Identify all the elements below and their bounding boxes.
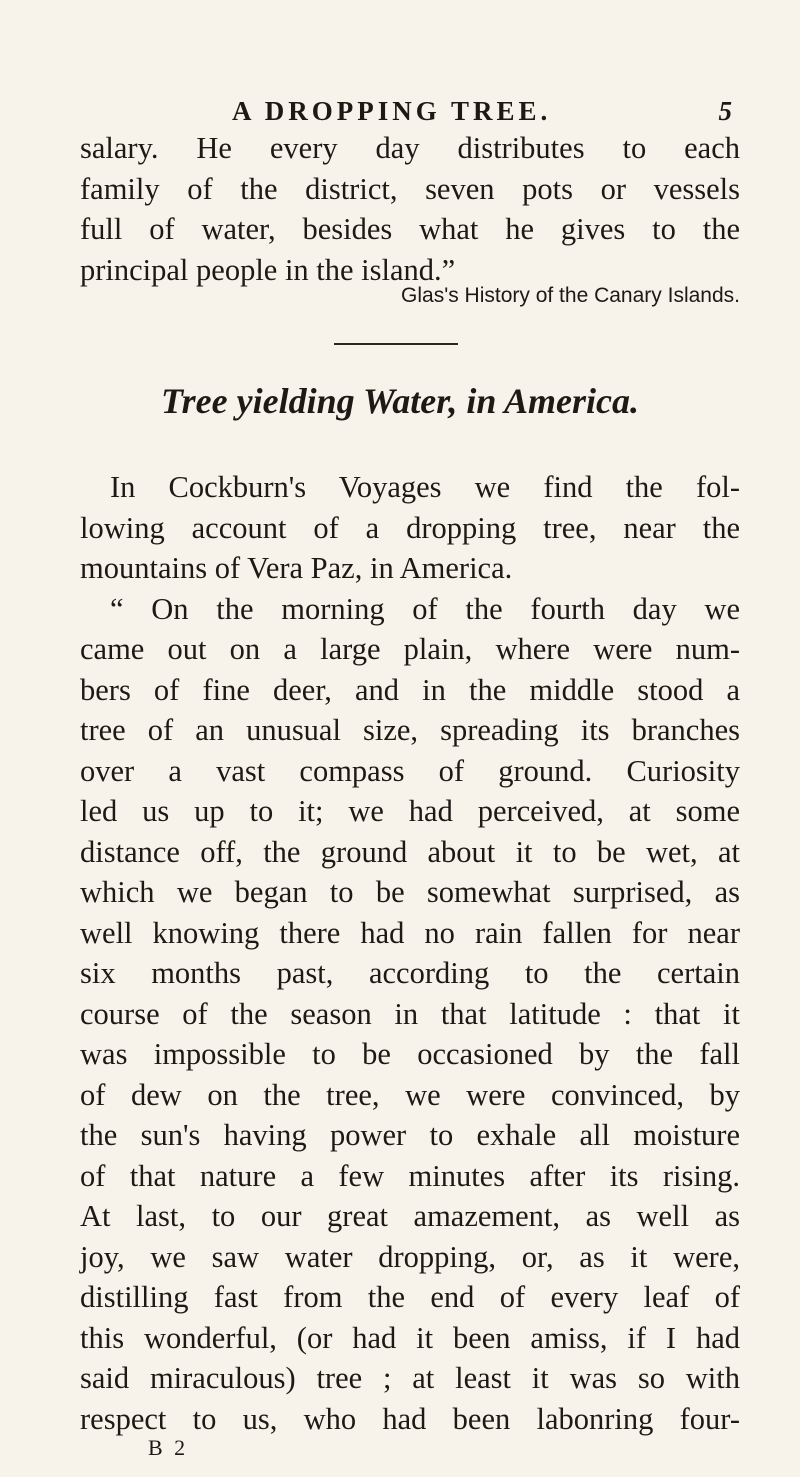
text-line: lowing account of a dropping tree, near the — [80, 510, 740, 545]
text-line: respect to us, who had been labonring four- — [80, 1401, 740, 1436]
text-line: “ On the morning of the fourth day we — [110, 591, 740, 626]
body-text — [80, 467, 740, 1439]
text-line: full of water, besides what he gives to the — [80, 212, 740, 246]
text-line: this wonderful, (or had it been amiss, if I had — [80, 1320, 740, 1355]
text-line: tree of an unusual size, spreading its branches — [80, 713, 740, 747]
top-paragraph — [80, 128, 740, 290]
text-line: was impossible to be occasioned by the fall — [80, 1037, 740, 1071]
text-line: At last, to our great amazement, as well as — [80, 1199, 740, 1233]
running-title: A DROPPING TREE. — [232, 96, 552, 126]
signature-mark: B 2 — [148, 1435, 189, 1460]
text-line: over a vast compass of ground. Curiosity — [80, 753, 740, 788]
text-line: said miraculous) tree ; at least it was so with — [80, 1361, 740, 1395]
text-line: principal people in the island.” — [80, 252, 456, 287]
text-line: bers of fine deer, and in the middle stood a — [80, 672, 740, 707]
running-header — [232, 96, 732, 127]
attribution: Glas's History of the Canary Islands. — [401, 284, 740, 307]
text-line: six months past, according to the certain — [80, 956, 740, 990]
text-line: led us up to it; we had perceived, at some — [80, 794, 740, 828]
text-line: well knowing there had no rain fallen for near — [80, 915, 740, 950]
text-line: of dew on the tree, we were convinced, by — [80, 1077, 740, 1112]
text-line: joy, we saw water dropping, or, as it were, — [80, 1239, 740, 1274]
text-line: which we began to be somewhat surprised, as — [80, 875, 740, 909]
text-line: mountains of Vera Paz, in America. — [80, 551, 513, 585]
section-title: Tree yielding Water, in America. — [161, 381, 639, 421]
text-line: course of the season in that latitude : that it — [80, 996, 740, 1031]
section-divider — [334, 343, 458, 345]
text-line: In Cockburn's Voyages we find the fol- — [110, 470, 740, 504]
text-line: of that nature a few minutes after its rising. — [80, 1158, 740, 1193]
text-line: distance off, the ground about it to be wet, at — [80, 834, 740, 869]
page-number: 5 — [718, 96, 732, 126]
text-line: the sun's having power to exhale all moisture — [80, 1118, 740, 1152]
text-line: family of the district, seven pots or vessels — [80, 171, 740, 206]
text-line: salary. He every day distributes to each — [80, 131, 740, 165]
text-line: came out on a large plain, where were num- — [80, 632, 740, 666]
text-line: distilling fast from the end of every leaf of — [80, 1280, 740, 1314]
